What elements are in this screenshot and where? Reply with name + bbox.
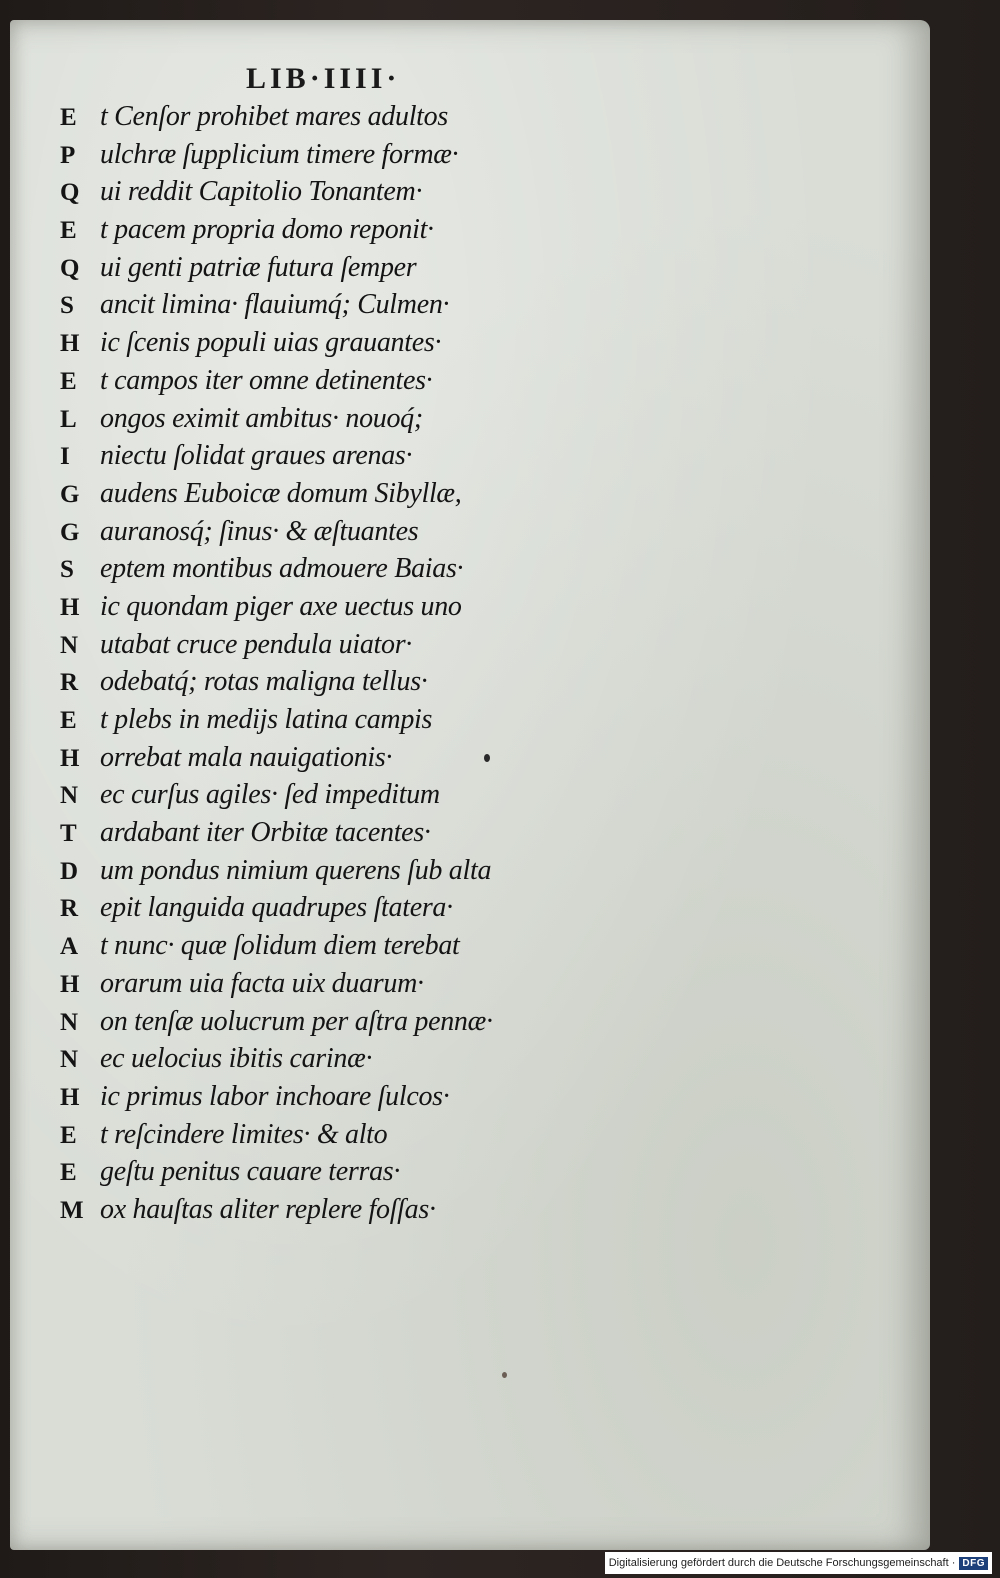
verse-text: t plebs in medijs latina campis xyxy=(100,704,433,735)
verse-line xyxy=(60,965,620,1003)
verse-line xyxy=(60,1040,620,1078)
verse-text: audens Euboicæ domum Sibyllæ, xyxy=(100,477,462,509)
verse-initial: R xyxy=(60,895,79,923)
verse-line xyxy=(60,1116,620,1154)
verse-initial: R xyxy=(60,669,79,697)
verse-line xyxy=(60,286,620,324)
verse-text: auranosq́; ſinus· & æſtuantes xyxy=(100,515,419,547)
verse-initial: N xyxy=(60,1046,79,1074)
verse-line xyxy=(60,626,620,664)
verse-initial: H xyxy=(60,970,80,998)
verse-text: odebatq́; rotas maligna tellus· xyxy=(100,666,428,698)
verse-initial: H xyxy=(60,744,80,772)
verse-initial: E xyxy=(60,367,77,395)
credit-text: Digitalisierung gefördert durch die Deutsche Forschungsgemeinschaft · xyxy=(608,1557,956,1569)
verse-line xyxy=(60,1153,620,1191)
verse-initial: E xyxy=(60,1159,77,1187)
verse-initial: H xyxy=(60,330,80,358)
verse-text: t Cenſor prohibet mares adultos xyxy=(100,101,448,132)
verse-text: um pondus nimium querens ſub alta xyxy=(100,854,492,886)
verse-initial: P xyxy=(60,141,76,169)
verse-text: ulchræ ſupplicium timere formæ· xyxy=(100,138,459,170)
verse-initial: G xyxy=(60,518,80,546)
verse-text: ic primus labor inchoare ſulcos· xyxy=(100,1080,450,1112)
running-header: LIB·IIII· xyxy=(246,62,401,95)
ink-speck xyxy=(502,1372,507,1378)
verse-text: ic quondam piger axe uectus uno xyxy=(100,590,462,622)
verse-line xyxy=(60,889,620,927)
verse-text: t nunc· quæ ſolidum diem terebat xyxy=(100,930,460,962)
verse-line xyxy=(60,927,620,965)
verse-line xyxy=(60,1003,620,1041)
verse-line xyxy=(60,550,620,588)
verse-initial: N xyxy=(60,782,79,810)
verse-line xyxy=(60,173,620,211)
verse-initial: I xyxy=(60,443,70,471)
verse-text: ongos eximit ambitus· nouoq́; xyxy=(100,402,423,434)
verse-line xyxy=(60,475,620,513)
verse-initial: S xyxy=(60,292,74,320)
verse-line xyxy=(60,1191,620,1229)
verse-initial: H xyxy=(60,1083,80,1111)
verse-text: ardabant iter Orbitæ tacentes· xyxy=(100,817,431,849)
verse-line xyxy=(60,1078,620,1116)
verse-line xyxy=(60,324,620,362)
verse-line xyxy=(60,588,620,626)
verse-text: t pacem propria domo reponit· xyxy=(100,214,434,246)
verse-line xyxy=(60,776,620,814)
verse-text: ec uelocius ibitis carinæ· xyxy=(100,1043,373,1075)
verse-initial: E xyxy=(60,104,77,131)
verse-line xyxy=(60,437,620,475)
verse-text: on tenſæ uolucrum per aſtra pennæ· xyxy=(100,1005,493,1037)
verse-text: orarum uia facta uix duarum· xyxy=(100,967,424,999)
verse-initial: M xyxy=(60,1196,84,1224)
verse-line xyxy=(60,663,620,701)
verse-line xyxy=(60,701,620,739)
verse-initial: N xyxy=(60,1008,79,1036)
verse-text: epit languida quadrupes ſtatera· xyxy=(100,892,453,924)
verse-initial: E xyxy=(60,1121,77,1149)
verse-initial: S xyxy=(60,556,74,584)
verse-initial: Q xyxy=(60,254,80,282)
verse-initial: L xyxy=(60,405,77,433)
verse-initial: H xyxy=(60,593,80,621)
verse-text: utabat cruce pendula uiator· xyxy=(100,628,413,660)
verse-initial: Q xyxy=(60,179,80,207)
verse-initial: N xyxy=(60,631,79,659)
verse-line xyxy=(60,211,620,249)
verse-text: orrebat mala nauigationis· xyxy=(100,741,393,773)
verse-text: ox hauſtas aliter replere foſſas· xyxy=(100,1193,436,1225)
verse-text: ic ſcenis populi uias grauantes· xyxy=(100,327,442,359)
verse-list xyxy=(60,98,620,1229)
verse-line xyxy=(60,362,620,400)
verse-initial: A xyxy=(60,933,79,961)
verse-line xyxy=(60,249,620,287)
verse-line xyxy=(60,513,620,551)
verse-initial: T xyxy=(60,820,77,848)
verse-line xyxy=(60,814,620,852)
verse-text: geſtu penitus cauare terras· xyxy=(100,1156,401,1188)
verse-line xyxy=(60,739,620,777)
verse-text: ui genti patriæ futura ſemper xyxy=(100,251,417,283)
verse-line xyxy=(60,852,620,890)
verse-text: ancit limina· flauiumq́; Culmen· xyxy=(100,289,450,321)
verse-text: eptem montibus admouere Baias· xyxy=(100,553,464,585)
verse-text: t reſcindere limites· & alto xyxy=(100,1118,388,1150)
verse-text: ec curſus agiles· ſed impeditum xyxy=(100,779,440,811)
verse-initial: G xyxy=(60,480,80,508)
ink-speck xyxy=(484,754,490,762)
verse-line xyxy=(60,400,620,438)
dfg-logo: DFG xyxy=(959,1557,988,1570)
show-through-text xyxy=(570,80,910,1380)
verse-text: niectu ſolidat graues arenas· xyxy=(100,440,413,472)
verse-text: ui reddit Capitolio Tonantem· xyxy=(100,176,423,208)
verse-line xyxy=(60,98,620,136)
verse-initial: E xyxy=(60,217,77,245)
digitization-credit xyxy=(605,1552,992,1574)
verse-text: t campos iter omne detinentes· xyxy=(100,364,433,396)
verse-initial: E xyxy=(60,707,77,734)
verse-line xyxy=(60,136,620,174)
verse-initial: D xyxy=(60,857,79,885)
